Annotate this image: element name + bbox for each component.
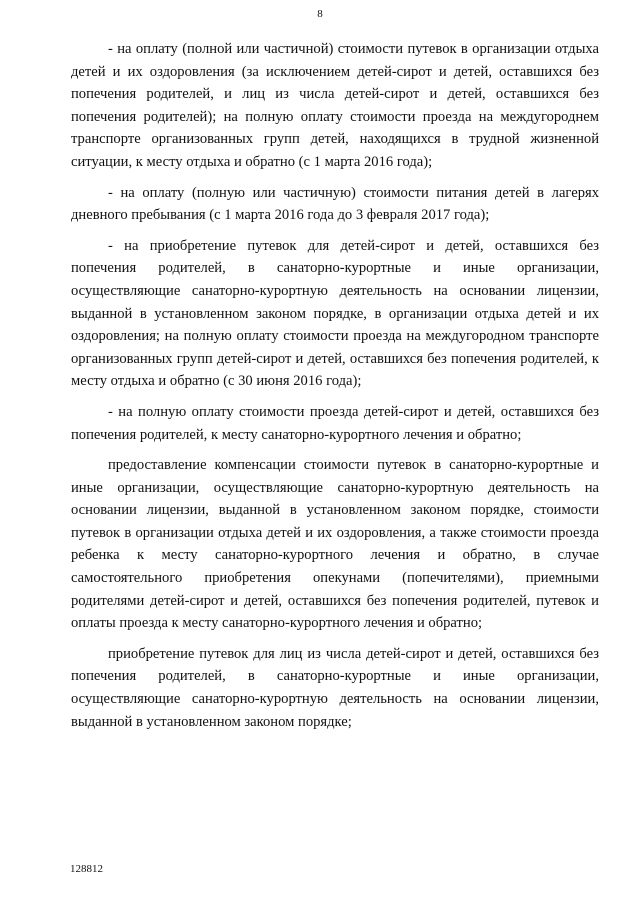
page-number: 8 — [317, 8, 323, 20]
paragraph-vacation-vouchers: - на оплату (полной или частичной) стоимости путевок в организации отдыха детей и их оздоровления (за исключением детей-сирот и детей, оставшихся без попечения родителей, и лиц из числа детей-сирот и детей, оставшихся без попечения родителей); на полную оплату стоимости проезда на междугороднем транспорте организованных групп детей, находящихся в трудной жизненной ситуации, к месту отдыха и обратно (с 1 марта 2016 года); — [71, 41, 599, 170]
body-text — [71, 38, 599, 741]
paragraph-compensation: предоставление компенсации стоимости путевок в санаторно-курортные и иные организации, осуществляющие санаторно-курортную деятельность на основании лицензии, выданной в установленном законом порядке, стоимости путевок в организации отдыха детей и их оздоровления, а также стоимости проезда ребенка к месту санаторно-курортного лечения и обратно, в случае самостоятельного приобретения опекунами (попечителями), приемными родителями детей-сирот и детей, оставшихся без попечения родителей, путевок и оплаты проезда к месту санаторно-курортного лечения и обратно; — [71, 457, 599, 632]
paragraph-orphan-travel: - на полную оплату стоимости проезда детей-сирот и детей, оставшихся без попечения родителей, к месту санаторно-курортного лечения и обратно; — [71, 403, 599, 443]
paragraph-graduate-vouchers: приобретение путевок для лиц из числа детей-сирот и детей, оставшихся без попечения родителей, в санаторно-курортные и иные организации, осуществляющие санаторно-курортную деятельность на основании лицензии, выданной в установленном законом порядке; — [71, 645, 599, 730]
document-code: 128812 — [70, 863, 103, 875]
paragraph-orphan-vouchers: - на приобретение путевок для детей-сирот и детей, оставшихся без попечения родителей, в санаторно-курортные и иные организации, осуществляющие санаторно-курортную деятельность на основании лицензии, выданной в установленном законом порядке, в организации отдыха детей и их оздоровления; на полную оплату стоимости проезда на междугородном транспорте организованных групп детей-сирот и детей, оставшихся без попечения родителей, к месту отдыха и обратно (с 30 июня 2016 года); — [71, 237, 599, 390]
paragraph-day-camp-meals: - на оплату (полную или частичную) стоимости питания детей в лагерях дневного пребывания (с 1 марта 2016 года до 3 февраля 2017 года); — [71, 184, 599, 224]
